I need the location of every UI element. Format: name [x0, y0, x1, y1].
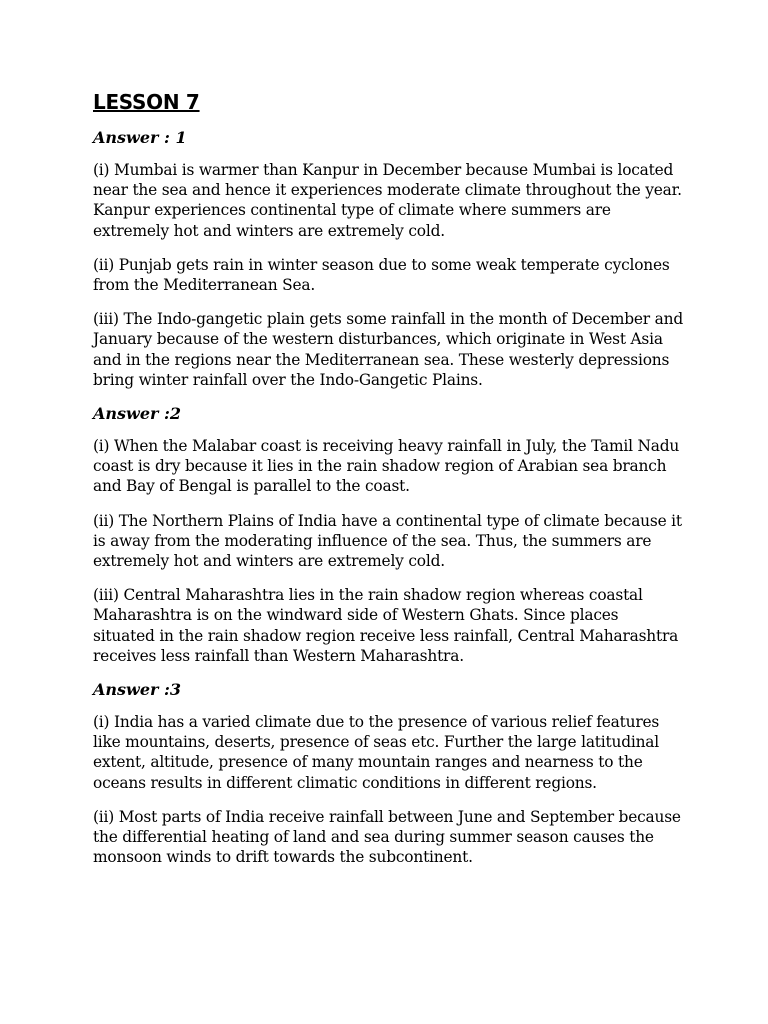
answer-section-3 — [93, 680, 683, 867]
answer-paragraph: (i) Mumbai is warmer than Kanpur in December because Mumbai is located near the sea and hence it experiences moderate climate throughout the year. Kanpur experiences continental type of climate where summers are extremely hot and winters are extremely cold. — [93, 161, 682, 240]
answer-paragraph: (iii) The Indo-gangetic plain gets some rainfall in the month of December and January because of the western disturbances, which originate in West Asia and in the regions near the Mediterranean sea. These westerly depressions bring winter rainfall over the Indo-Gangetic Plains. — [93, 310, 683, 389]
answer-heading: Answer :2 — [93, 404, 182, 424]
lesson-title: LESSON 7 — [93, 90, 200, 114]
answer-heading: Answer : 1 — [93, 128, 187, 147]
answer-paragraph: (iii) Central Maharashtra lies in the rain shadow region whereas coastal Maharashtra is on the windward side of Western Ghats. Since places situated in the rain shadow region receive less rainfall, Central Maharashtra receives less rainfall than Western Maharashtra. — [93, 586, 679, 665]
answer-paragraph: (ii) Most parts of India receive rainfall between June and September because the differential heating of land and sea during summer season causes the monsoon winds to drift towards the subcontinent. — [93, 807, 681, 867]
answer-paragraph: (ii) The Northern Plains of India have a continental type of climate because it is away from the moderating influence of the sea. Thus, the summers are extremely hot and winters are extremely cold. — [93, 511, 682, 571]
answer-paragraph: (i) When the Malabar coast is receiving heavy rainfall in July, the Tamil Nadu coast is dry because it lies in the rain shadow region of Arabian sea branch and Bay of Bengal is parallel to the coast. — [93, 437, 680, 496]
answer-paragraph: (i) India has a varied climate due to the presence of various relief features like mountains, deserts, presence of seas etc. Further the large latitudinal extent, altitude, presence of many mountain ranges and nearness to the oceans results in different climatic conditions in different regions. — [93, 713, 660, 792]
document-page — [93, 88, 683, 881]
answer-paragraph: (ii) Punjab gets rain in winter season due to some weak temperate cyclones from the Mediterranean Sea. — [93, 255, 670, 295]
answer-heading: Answer :3 — [93, 680, 182, 700]
answer-section-1 — [93, 128, 683, 390]
answer-section-2 — [93, 404, 683, 666]
